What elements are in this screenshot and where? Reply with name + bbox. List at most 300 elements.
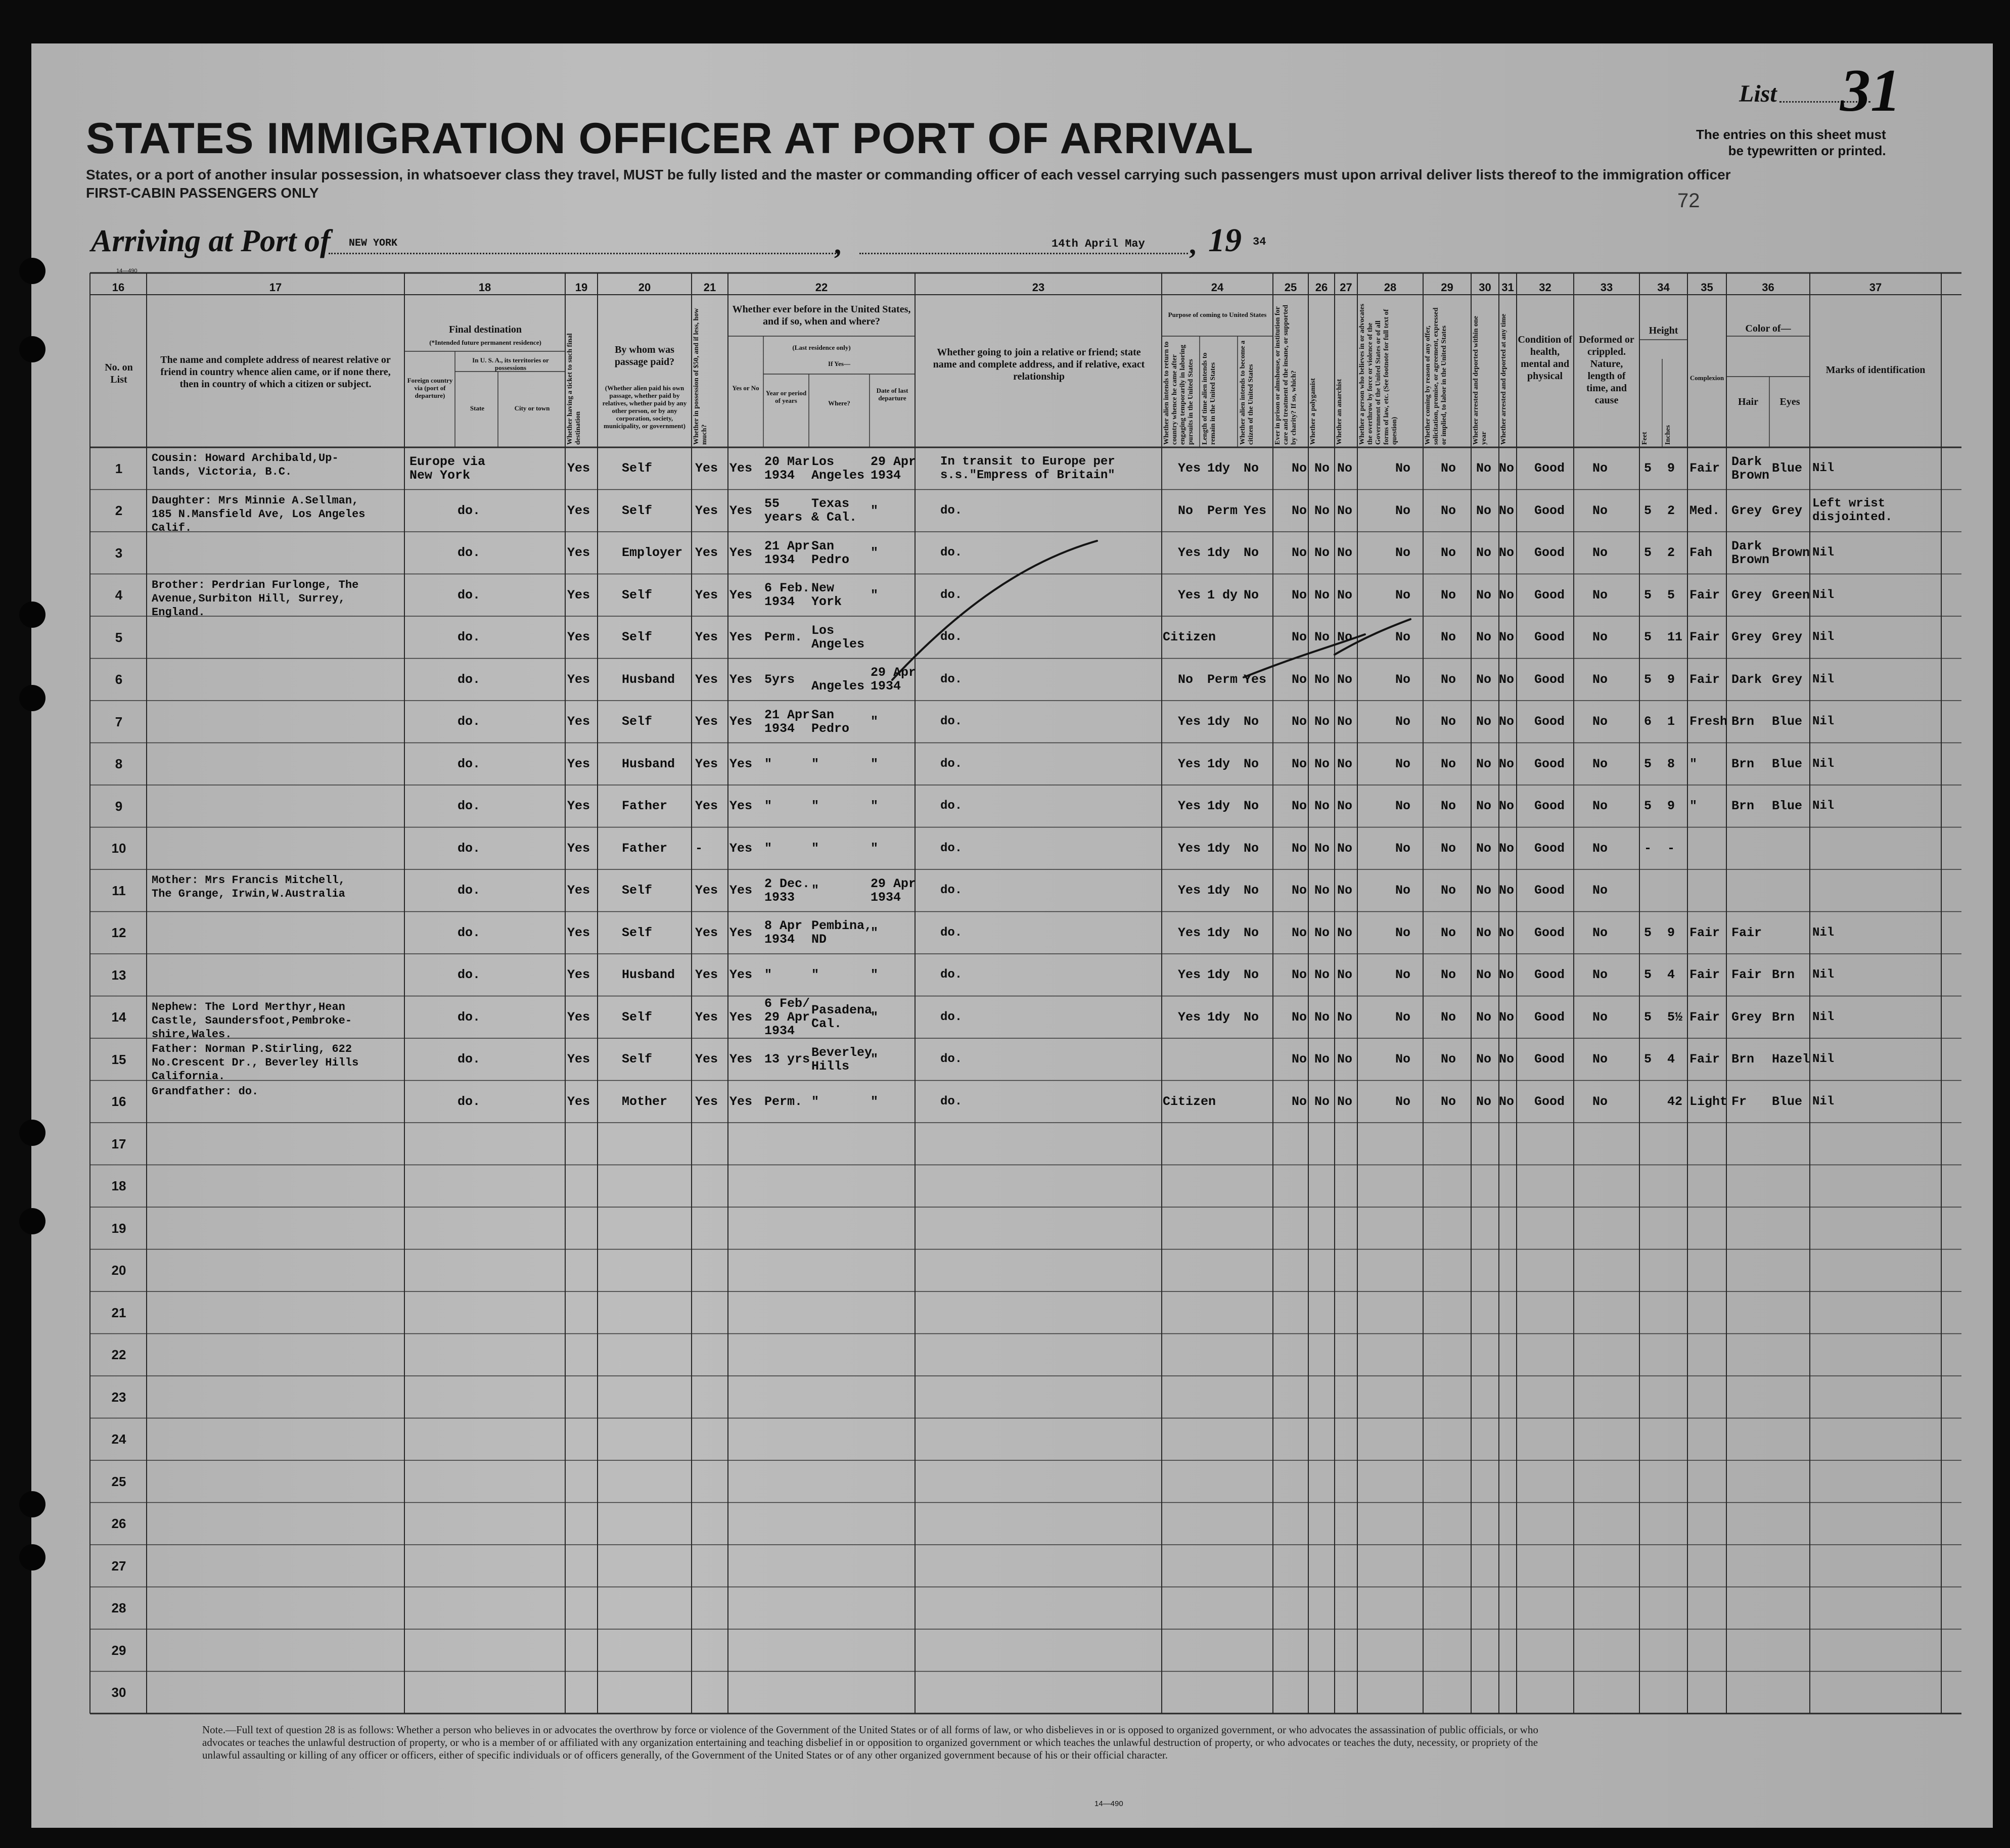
citizen-intent: No: [1244, 799, 1259, 814]
overthrow: No: [1395, 630, 1411, 645]
prison: No: [1292, 545, 1307, 561]
offer: No: [1441, 1094, 1456, 1109]
marks: Nil: [1812, 546, 1835, 560]
citizen-intent: No: [1244, 925, 1259, 940]
joining: do.: [940, 715, 963, 729]
column-number: 37: [1869, 281, 1882, 294]
fifty-dollars: Yes: [695, 545, 718, 561]
paid-by: Self: [622, 883, 653, 898]
destination-state: do.: [458, 1052, 481, 1067]
foreign-country: Europe via: [409, 454, 486, 469]
relative-address: Nephew: The Lord Merthyr,Hean: [152, 1000, 345, 1013]
fifty-dollars: Yes: [695, 967, 718, 983]
column-header-deformed: Deformed or crippled. Nature, length of time, and cause: [1579, 334, 1634, 406]
row-number: 29: [111, 1642, 126, 1658]
destination-state: do.: [458, 545, 481, 561]
row-number: 27: [111, 1558, 126, 1574]
deported-any: No: [1499, 503, 1515, 518]
prison: No: [1292, 461, 1307, 476]
height-feet: 5: [1644, 925, 1652, 940]
ticket: Yes: [567, 756, 590, 771]
where-in-us: York: [811, 594, 842, 610]
height-inches: -: [1667, 841, 1675, 856]
overthrow: No: [1395, 1052, 1411, 1067]
anarchist: No: [1337, 503, 1353, 518]
deported-1yr: No: [1476, 799, 1492, 814]
row-number: 15: [111, 1051, 126, 1067]
height-feet: 5: [1644, 545, 1652, 561]
citizen-intent: No: [1244, 714, 1259, 729]
health: Good: [1534, 1094, 1565, 1109]
eye-color: Blue: [1772, 756, 1803, 771]
paid-by: Father: [622, 799, 668, 814]
deformed: No: [1592, 1052, 1608, 1067]
height-feet: 5: [1644, 756, 1652, 771]
row-number: 14: [111, 1009, 126, 1025]
column-number: 31: [1501, 281, 1514, 294]
list-label: List: [1739, 80, 1777, 107]
overthrow: No: [1395, 1009, 1411, 1025]
length-stay: 1dy: [1207, 841, 1230, 856]
last-departure: ": [871, 756, 879, 771]
deported-any: No: [1499, 967, 1515, 983]
relative-address: Grandfather: do.: [152, 1085, 259, 1098]
polygamist: No: [1314, 630, 1330, 645]
anarchist: No: [1337, 883, 1353, 898]
last-departure: 1934: [871, 468, 901, 483]
deformed: No: [1592, 883, 1608, 898]
last-departure: 1934: [871, 679, 901, 694]
fifty-dollars: Yes: [695, 1009, 718, 1025]
where-in-us: San: [811, 707, 835, 722]
hair-color: Brown: [1731, 468, 1770, 483]
ticket: Yes: [567, 925, 590, 940]
anarchist: No: [1337, 967, 1353, 983]
years-in-us: 13 yrs: [764, 1052, 810, 1067]
destination-state: do.: [458, 714, 481, 729]
hair-color: Brn: [1731, 799, 1755, 814]
column-header-ticket: Whether having a ticket to such final destination: [566, 333, 582, 445]
where-in-us: Angeles: [811, 679, 865, 694]
overthrow: No: [1395, 1094, 1411, 1109]
years-in-us: 20 Mar.: [764, 454, 818, 469]
anarchist: No: [1337, 1094, 1353, 1109]
height-inches: 1: [1667, 714, 1675, 729]
hair-color: Grey: [1731, 630, 1762, 645]
offer: No: [1441, 967, 1456, 983]
offer: No: [1441, 714, 1456, 729]
deported-1yr: No: [1476, 587, 1492, 603]
row-number: 26: [111, 1516, 126, 1532]
eye-color: Hazel: [1772, 1052, 1810, 1067]
deported-1yr: No: [1476, 967, 1492, 983]
where-in-us: ND: [811, 932, 827, 947]
paid-by: Mother: [622, 1094, 668, 1109]
paid-by: Self: [622, 587, 653, 603]
destination-state: do.: [458, 587, 481, 603]
complexion: Fair: [1689, 672, 1720, 687]
deformed: No: [1592, 672, 1608, 687]
joining: do.: [940, 799, 963, 813]
overthrow: No: [1395, 503, 1411, 518]
last-departure: 1934: [871, 890, 901, 905]
deported-any: No: [1499, 799, 1515, 814]
ticket: Yes: [567, 1009, 590, 1025]
where-in-us: ": [811, 1094, 819, 1109]
deformed: No: [1592, 587, 1608, 603]
complexion: Fair: [1689, 1052, 1720, 1067]
height-feet: 5: [1644, 1052, 1652, 1067]
offer: No: [1441, 545, 1456, 561]
row-number: 12: [111, 925, 126, 941]
where-in-us: Angeles: [811, 636, 865, 652]
column-header-return: Whether alien intends to return to country whence he came after engaging temporarily in laboring pursuits in the United States: [1163, 341, 1195, 445]
column-number: 33: [1600, 281, 1613, 294]
fifty-dollars: Yes: [695, 461, 718, 476]
where-in-us: ": [811, 799, 819, 814]
hair-color: Brn: [1731, 1052, 1755, 1067]
height-feet: 6: [1644, 714, 1652, 729]
deported-1yr: No: [1476, 714, 1492, 729]
offer: No: [1441, 630, 1456, 645]
before-in-us: Yes: [729, 461, 753, 476]
height-inches: 9: [1667, 461, 1675, 476]
column-header-color: Color of—: [1745, 323, 1791, 334]
column-header-foreign-country: Foreign country via (port of departure): [407, 377, 453, 399]
complexion: Fair: [1689, 587, 1720, 603]
complexion: Fair: [1689, 925, 1720, 940]
length-stay: 1dy: [1207, 714, 1230, 729]
health: Good: [1534, 967, 1565, 983]
height-inches: 42: [1667, 1094, 1683, 1109]
deported-any: No: [1499, 714, 1515, 729]
ticket: Yes: [567, 883, 590, 898]
marks: Nil: [1812, 588, 1835, 602]
height-feet: 5: [1644, 630, 1652, 645]
polygamist: No: [1314, 1052, 1330, 1067]
deformed: No: [1592, 1094, 1608, 1109]
relative-address: Brother: Perdrian Furlonge, The: [152, 578, 359, 591]
years-in-us: 6 Feb.: [764, 581, 810, 596]
relative-address: England.: [152, 606, 205, 619]
last-departure: ": [871, 925, 879, 940]
deported-any: No: [1499, 630, 1515, 645]
row-number: 11: [112, 883, 126, 898]
column-number: 20: [638, 281, 651, 294]
offer: No: [1441, 461, 1456, 476]
column-header-prison: Ever in prison or almshouse, or institution for care and treatment of the insane, or supported by charity? If so, which?: [1274, 305, 1298, 445]
return-intent: Yes: [1178, 799, 1201, 814]
hair-color: Fair: [1731, 967, 1762, 983]
column-header-purpose: Purpose of coming to United States: [1168, 311, 1267, 318]
prison: No: [1292, 503, 1307, 518]
relative-address: Daughter: Mrs Minnie A.Sellman,: [152, 494, 359, 507]
health: Good: [1534, 925, 1565, 940]
form-code: 14—490: [1094, 1799, 1123, 1808]
relative-address: lands, Victoria, B.C.: [152, 466, 292, 478]
deported-1yr: No: [1476, 545, 1492, 561]
paid-by: Self: [622, 503, 653, 518]
comma: ,: [1189, 229, 1196, 260]
paid-by: Husband: [622, 967, 675, 983]
where-in-us: Pedro: [811, 552, 850, 567]
fifty-dollars: Yes: [695, 1094, 718, 1109]
anarchist: No: [1337, 1052, 1353, 1067]
deformed: No: [1592, 967, 1608, 983]
length-stay: Perm: [1207, 503, 1238, 518]
polygamist: No: [1314, 756, 1330, 771]
column-header-feet: Feet: [1641, 432, 1649, 445]
length-stay: 1dy: [1207, 461, 1230, 476]
marks: Nil: [1812, 926, 1835, 940]
ticket: Yes: [567, 1052, 590, 1067]
health: Good: [1534, 1009, 1565, 1025]
prison: No: [1292, 883, 1307, 898]
years-in-us: years: [764, 510, 803, 525]
prison: No: [1292, 925, 1307, 940]
where-in-us: New: [811, 581, 835, 596]
last-departure: 29 Apr: [871, 454, 917, 469]
page-title: STATES IMMIGRATION OFFICER AT PORT OF ARRIVAL: [86, 114, 1254, 163]
deported-any: No: [1499, 925, 1515, 940]
anarchist: No: [1337, 756, 1353, 771]
column-header-usa: In U. S. A., its territories or possessions: [472, 356, 549, 372]
years-in-us: 6 Feb/: [764, 996, 810, 1011]
joining: do.: [940, 1010, 963, 1024]
where-in-us: Pasadena: [811, 1003, 873, 1018]
return-intent: Yes: [1178, 1009, 1201, 1025]
row-number: 28: [111, 1600, 126, 1616]
where-in-us: Texas: [811, 496, 850, 512]
joining: do.: [940, 1094, 963, 1108]
before-in-us: Yes: [729, 883, 753, 898]
marks: Nil: [1812, 461, 1835, 476]
relative-address: Calif.: [152, 521, 192, 534]
eye-color: Blue: [1772, 714, 1803, 729]
health: Good: [1534, 841, 1565, 856]
column-header-marks: Marks of identification: [1825, 364, 1926, 376]
comma: ,: [834, 229, 841, 260]
years-in-us: 21 Apr.: [764, 707, 818, 722]
column-header-last-departure: Date of last departure: [876, 387, 908, 402]
column-header-hair: Hair: [1738, 396, 1758, 407]
column-header-complexion: Complexion: [1689, 374, 1724, 382]
overthrow: No: [1395, 672, 1411, 687]
citizen-intent: No: [1244, 967, 1259, 983]
deported-1yr: No: [1476, 1094, 1492, 1109]
deported-1yr: No: [1476, 461, 1492, 476]
health: Good: [1534, 587, 1565, 603]
where-in-us: Cal.: [811, 1017, 842, 1032]
column-header-paid-by-note: (Whether alien paid his own passage, whether paid by relatives, whether paid by any other person, or by any corporation, society, municipality, or government): [602, 384, 687, 430]
row-number: 22: [111, 1347, 126, 1363]
before-in-us: Yes: [729, 1094, 753, 1109]
where-in-us: Angeles: [811, 468, 865, 483]
polygamist: No: [1314, 672, 1330, 687]
column-header-polygamist: Whether a polygamist: [1309, 378, 1317, 445]
anarchist: No: [1337, 630, 1353, 645]
last-departure: 29 Apr: [871, 876, 917, 891]
where-in-us: Los: [811, 454, 835, 469]
where-in-us: Beverley: [811, 1045, 873, 1060]
eye-color: Blue: [1772, 461, 1803, 476]
years-in-us: 1934: [764, 552, 795, 567]
prison: No: [1292, 587, 1307, 603]
offer: No: [1441, 1052, 1456, 1067]
citizen-intent: No: [1244, 1009, 1259, 1025]
destination-state: do.: [458, 503, 481, 518]
return-intent: Yes: [1178, 967, 1201, 983]
before-in-us: Yes: [729, 925, 753, 940]
overthrow: No: [1395, 799, 1411, 814]
polygamist: No: [1314, 545, 1330, 561]
column-number: 22: [815, 281, 828, 294]
column-number: 24: [1211, 281, 1224, 294]
paid-by: Husband: [622, 672, 675, 687]
column-number: 21: [703, 281, 716, 294]
health: Good: [1534, 503, 1565, 518]
polygamist: No: [1314, 461, 1330, 476]
column-header-destination: Final destination: [449, 324, 522, 335]
where-in-us: San: [811, 538, 835, 553]
joining: do.: [940, 546, 963, 560]
years-in-us: 29 Apr.: [764, 1009, 818, 1025]
deformed: No: [1592, 714, 1608, 729]
deported-any: No: [1499, 1052, 1515, 1067]
where-in-us: Los: [811, 623, 835, 638]
joining: In transit to Europe per: [940, 454, 1115, 469]
before-in-us: Yes: [729, 1052, 753, 1067]
length-stay: 1dy: [1207, 883, 1230, 898]
relative-address: Father: Norman P.Stirling, 622: [152, 1043, 352, 1055]
marks: Nil: [1812, 1094, 1835, 1108]
column-number: 19: [575, 281, 588, 294]
row-number: 16: [111, 1094, 126, 1110]
length-stay: 1 dy: [1207, 587, 1238, 603]
prison: No: [1292, 1052, 1307, 1067]
before-in-us: Yes: [729, 714, 753, 729]
joining: do.: [940, 841, 963, 855]
return-intent: Yes: [1178, 714, 1201, 729]
fifty-dollars: Yes: [695, 1052, 718, 1067]
column-number: 32: [1539, 281, 1551, 294]
polygamist: No: [1314, 1009, 1330, 1025]
overthrow: No: [1395, 925, 1411, 940]
years-in-us: 1933: [764, 890, 795, 905]
height-inches: 4: [1667, 1052, 1675, 1067]
last-departure: ": [871, 1094, 879, 1109]
return-intent: Yes: [1178, 841, 1201, 856]
citizen-intent: Yes: [1244, 672, 1267, 687]
joining: do.: [940, 588, 963, 602]
marks: Nil: [1812, 1010, 1835, 1024]
deported-any: No: [1499, 461, 1515, 476]
ticket: Yes: [567, 630, 590, 645]
deported-any: No: [1499, 672, 1515, 687]
hair-color: Brown: [1731, 552, 1770, 567]
row-number: 25: [111, 1473, 126, 1489]
last-departure: ": [871, 841, 879, 856]
row-number: 10: [111, 841, 126, 856]
deformed: No: [1592, 503, 1608, 518]
before-in-us: Yes: [729, 503, 753, 518]
citizen-intent: No: [1244, 883, 1259, 898]
fifty-dollars: Yes: [695, 587, 718, 603]
column-header-deported-any: Whether arrested and deported at any time: [1500, 313, 1508, 445]
footnote: Note.—Full text of question 28 is as follows: Whether a person who believes in or advocates the overthrow by force or violence of the Government of the United States or of all forms of law, or who disbelieves in or is opposed to organized government, or who advocates the assassination of public officials, or who advocates or teaches the unlawful destruction of property, or who is a member of or affiliated with any organization entertaining and teaching disbelief in or opposition to organized government or which teaches the unlawful destruction of property, or who advocates or teaches the duty, necessity, or propriety of the unlawful assaulting or killing of any officer or officers, either of specific individuals or of officers generally, of the Government of the United States or of any other organized government because of his or their official character.: [202, 1724, 1538, 1761]
length-stay: 1dy: [1207, 756, 1230, 771]
ticket: Yes: [567, 799, 590, 814]
joining: do.: [940, 968, 963, 982]
before-in-us: Yes: [729, 587, 753, 603]
instructions-line: States, or a port of another insular possession, in whatsoever class they travel, MUST be fully listed and the master or commanding officer of each vessel carrying such passengers must upon arrival deliver lists thereof to the immigration officer: [86, 167, 1731, 182]
year-suffix: 34: [1253, 236, 1266, 248]
offer: No: [1441, 883, 1456, 898]
years-in-us: 1934: [764, 1023, 795, 1038]
where-in-us: & Cal.: [811, 510, 857, 525]
height-feet: 5: [1644, 967, 1652, 983]
column-header-destination-note: (*Intended future permanent residence): [429, 339, 541, 346]
complexion: ": [1689, 756, 1698, 771]
last-departure: ": [871, 1009, 879, 1025]
joining: do.: [940, 1052, 963, 1067]
deported-1yr: No: [1476, 1052, 1492, 1067]
before-in-us: Yes: [729, 630, 753, 645]
year-prefix: 19: [1208, 222, 1242, 259]
deported-1yr: No: [1476, 630, 1492, 645]
column-number: 29: [1441, 281, 1453, 294]
column-header-relative: The name and complete address of nearest relative or friend in country whence alien came, or if none there, then in country of which a citizen or subject.: [160, 354, 391, 390]
hair-color: Dark: [1731, 538, 1762, 553]
deformed: No: [1592, 1009, 1608, 1025]
row-number: 5: [115, 629, 123, 645]
years-in-us: 8 Apr: [764, 918, 803, 934]
marks: Nil: [1812, 715, 1835, 729]
height-inches: 4: [1667, 967, 1675, 983]
where-in-us: Pedro: [811, 721, 850, 736]
polygamist: No: [1314, 925, 1330, 940]
length-stay: 1dy: [1207, 967, 1230, 983]
health: Good: [1534, 672, 1565, 687]
deported-1yr: No: [1476, 756, 1492, 771]
eye-color: Brn: [1772, 967, 1795, 983]
joining: do.: [940, 926, 963, 940]
before-in-us: Yes: [729, 1009, 753, 1025]
complexion: Fresh: [1689, 714, 1728, 729]
destination-state: do.: [458, 756, 481, 771]
return-intent: Yes: [1178, 587, 1201, 603]
deformed: No: [1592, 545, 1608, 561]
joining: do.: [940, 503, 963, 518]
years-in-us: 5yrs: [764, 672, 795, 687]
years-in-us: ": [764, 967, 772, 983]
ticket: Yes: [567, 503, 590, 518]
prison: No: [1292, 630, 1307, 645]
polygamist: No: [1314, 841, 1330, 856]
polygamist: No: [1314, 1094, 1330, 1109]
destination-state: do.: [458, 672, 481, 687]
row-number: 3: [115, 545, 123, 561]
arriving-label: Arriving at Port of: [91, 224, 331, 258]
column-header-joining: Whether going to join a relative or friend; state name and complete address, and if relative, exact relationship: [933, 347, 1145, 382]
offer: No: [1441, 799, 1456, 814]
citizen-intent: No: [1244, 587, 1259, 603]
row-number: 4: [115, 587, 123, 603]
column-header-paid-by: By whom was passage paid?: [614, 344, 675, 367]
column-header-length-stay: Length of time alien intends to remain in the United States: [1201, 352, 1217, 445]
paid-by: Self: [622, 630, 653, 645]
before-in-us: Yes: [729, 967, 753, 983]
